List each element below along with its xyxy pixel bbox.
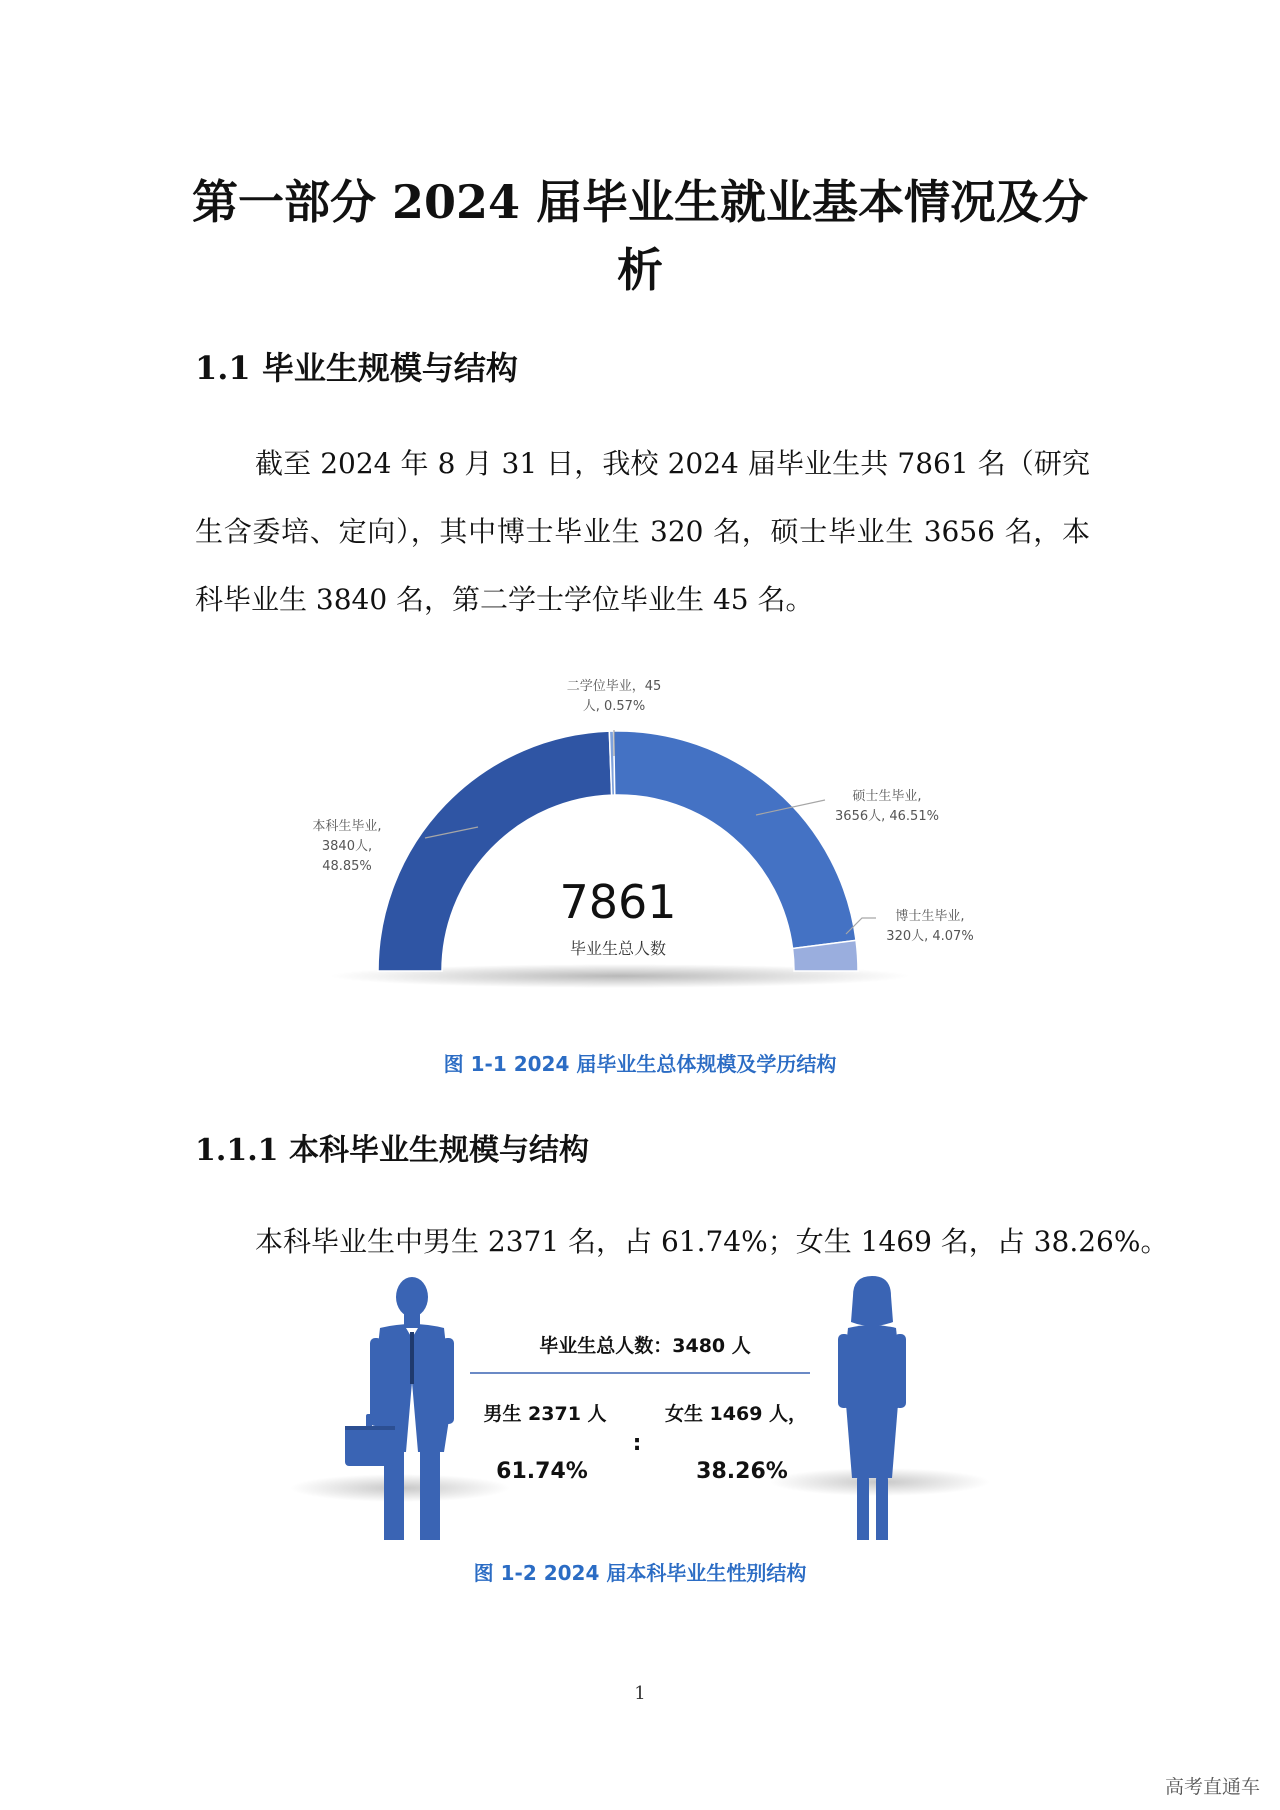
slice-label-master-2: 3656人, 46.51% [835, 809, 939, 824]
page-title: 第一部分 2024 届毕业生就业基本情况及分析 [191, 175, 1089, 297]
male-tie-icon [410, 1332, 414, 1384]
figure-1-2-caption: 图 1-2 2024 届本科毕业生性别结构 [473, 1561, 807, 1585]
male-percent: 61.74% [496, 1459, 588, 1484]
paragraph-gender-ratio: 本科毕业生中男生 2371 名，占 61.74%；女生 1469 名，占 38.26%。 [255, 1225, 1169, 1258]
slice-label-doctor-2: 320人, 4.07% [886, 929, 974, 944]
slice-label-bachelor-1: 本科生毕业, [312, 819, 382, 834]
slice-label-bachelor-2: 3840人, [321, 839, 373, 854]
female-count-label: 女生 1469 人， [664, 1403, 808, 1425]
figure-1-1-semi-donut-chart [0, 660, 1280, 1030]
female-businesswoman-icon [838, 1276, 906, 1540]
section-heading: 1.1 毕业生规模与结构 [195, 349, 518, 387]
slice-label-second-degree-1: 二学位毕业，45 [566, 679, 662, 694]
center-value: 7861 [559, 875, 677, 929]
watermark-text: 高考直通车 [1164, 1776, 1260, 1798]
slice-label-doctor-1: 博士生毕业, [895, 909, 965, 924]
subsection-heading: 1.1.1 本科毕业生规模与结构 [195, 1133, 589, 1168]
slice-label-bachelor-3: 48.85% [322, 859, 372, 874]
figure-1-2-gender-infographic [0, 1260, 1280, 1540]
paragraph-graduate-scale: 截至 2024 年 8 月 31 日，我校 2024 届毕业生共 7861 名（研究生含委培、定向），其中博士毕业生 320 名，硕士毕业生 3656 名，本科毕业生 3840 名，第二学士学位毕业生 45 名。 [195, 447, 1090, 616]
male-count-label: 男生 2371 人 [483, 1403, 607, 1425]
page-number: 1 [634, 1683, 646, 1704]
ratio-separator: : [632, 1431, 642, 1456]
female-percent: 38.26% [696, 1459, 788, 1484]
figure-1-1-caption: 图 1-1 2024 届毕业生总体规模及学历结构 [443, 1052, 837, 1076]
slice-label-second-degree-2: 人, 0.57% [582, 699, 646, 714]
donut-slice-bachelor [378, 731, 612, 971]
total-graduates-label: 毕业生总人数：3480 人 [539, 1335, 751, 1357]
slice-label-master-1: 硕士生毕业, [852, 789, 922, 804]
center-label: 毕业生总人数 [569, 939, 667, 958]
